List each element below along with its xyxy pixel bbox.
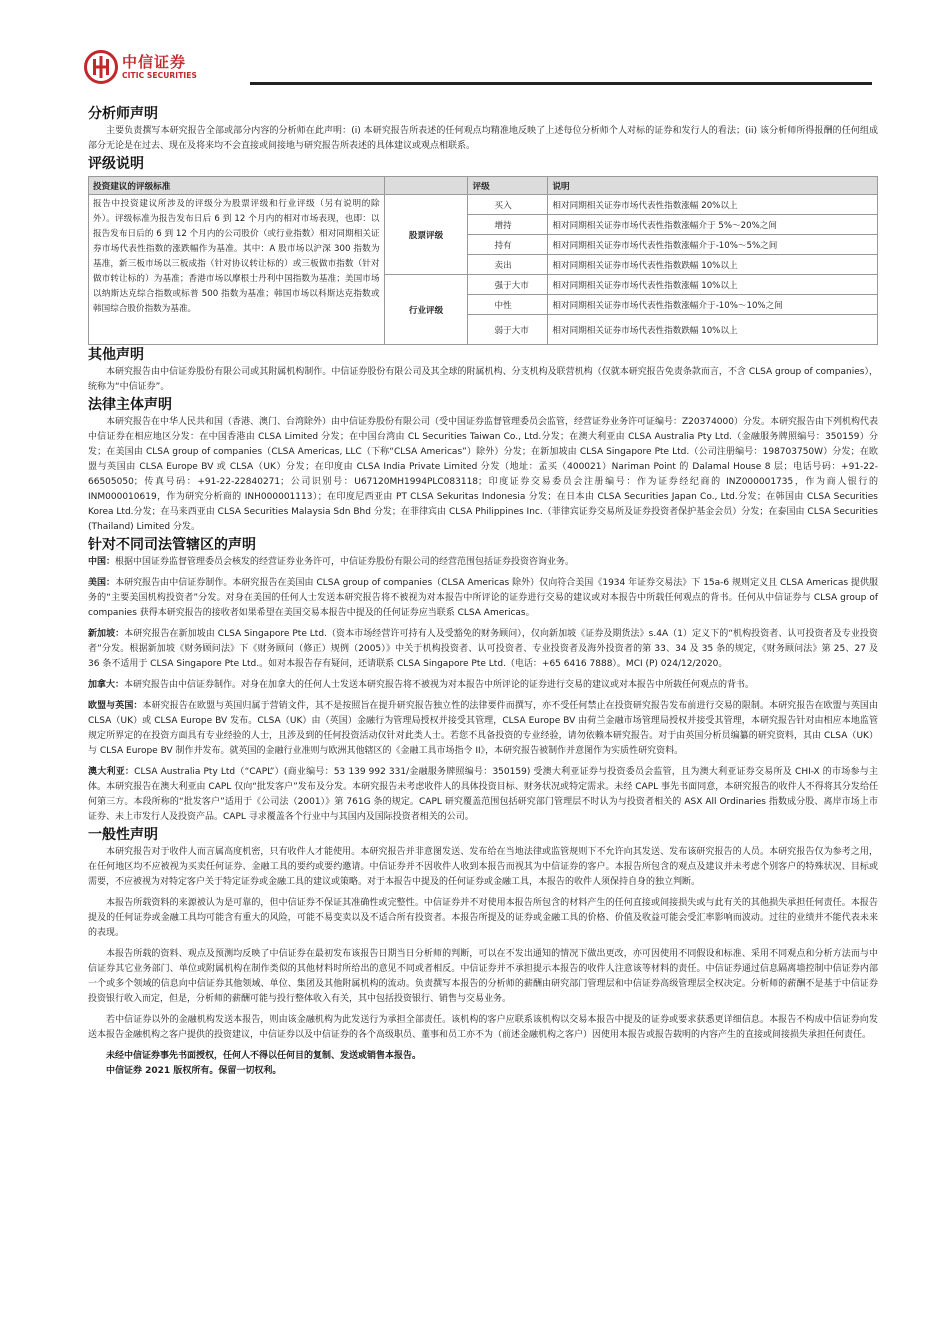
rating-desc: 相对同期相关证券市场代表性指数涨幅介于-10%～10%之间 xyxy=(548,295,878,315)
other-statement: 本研究报告由中信证券股份有限公司或其附属机构制作。中信证券股份有限公司及其全球的附属机构、分支机构及联营机构（仅就本研究报告免责条款而言，不含 CLSA group of companies），统称为“中信证券”。 xyxy=(88,367,878,392)
jurisdiction-us xyxy=(88,576,878,621)
legal-section-title: 法律主体声明 xyxy=(88,397,172,413)
rating-standard-text: 报告中投资建议所涉及的评级分为股票评级和行业评级（另有说明的除外）。评级标准为报告发布日后 6 到 12 个月内的相对市场表现，也即：以报告发布日后的 6 到 12 个月内的公司股价（或行业指数）相对同期相关证券市场代表性指数的涨跌幅作为基准。其中：A 股市场以沪深 300 指数为基准，新三板市场以三板成指（针对协议转让标的）或三板做市指数（针对做市转让标的）为基准；香港市场以摩根士丹利中国指数为基准；美国市场以纳斯达克综合指数或标普 500 指数为基准；韩国市场以科斯达克指数或韩国综合股价指数为基准。 xyxy=(89,195,385,345)
general-paragraph: 本研究报告对于收件人而言属高度机密，只有收件人才能使用。本研究报告并非意图发送、发布给在当地法律或监管规则下不允许向其发送、发布该研究报告的人员。本研究报告仅为参考之用，在任何地区均不应被视为买卖任何证券、金融工具的要约或要约邀请。中信证券并不因收件人收到本报告而视其为中信证券的客户。本报告所包含的观点及建议并未考虑个别客户的特殊状况、目标或需要，不应被视为对特定客户关于特定证券或金融工具的建议或策略。对于本报告中提及的任何证券或金融工具，本报告的收件人须保持自身的独立判断。 xyxy=(88,847,878,887)
industry-rating-label: 行业评级 xyxy=(384,275,468,345)
rating-desc: 相对同期相关证券市场代表性指数跌幅 10%以上 xyxy=(548,255,878,275)
rating-desc: 相对同期相关证券市场代表性指数涨幅 20%以上 xyxy=(548,195,878,215)
legal-statement: 本研究报告在中华人民共和国（香港、澳门、台湾除外）由中信证券股份有限公司（受中国证券监督管理委员会监管，经营证券业务许可证编号：Z20374000）分发。本研究报告由下列机构代表中信证券在相应地区分发：在中国香港由 CLSA Limited 分发；在中国台湾由 CL Securities Taiwan Co., Ltd.分发；在澳大利亚由 CLSA Australia Pty Ltd.（金融服务牌照编号：350159）分发；在美国由 CLSA group of companies（CLSA Americas, LLC（下称“CLSA Americas”）除外）分发；在新加坡由 CLSA Singapore Pte Ltd.（公司注册编号：198703750W）分发；在欧盟与英国由 CLSA Europe BV 或 CLSA（UK）分发；在印度由 CLSA India Private Limited 分发（地址：孟买（400021）Nariman Point 的 Dalamal House 8 层；电话号码：+91-22-66505050；传真号码：+91-22-22840271；公司识别号：U67120MH1994PLC083118；印度证券交易委员会注册编号：作为证券经纪商的 INZ000001735，作为商人银行的 INM000010619，作为研究分析商的 INH000001113）；在印度尼西亚由 PT CLSA Sekuritas Indonesia 分发；在日本由 CLSA Securities Japan Co., Ltd.分发；在韩国由 CLSA Securities Korea Ltd.分发；在马来西亚由 CLSA Securities Malaysia Sdn Bhd 分发；在菲律宾由 CLSA Philippines Inc.（菲律宾证券交易所及证券投资者保护基金会员）分发；在泰国由 CLSA Securities (Thailand) Limited 分发。 xyxy=(88,417,878,532)
jurisdiction-text: CLSA Australia Pty Ltd（“CAPL”）(商业编号：53 139 992 331/金融服务牌照编号：350159) 受澳大利亚证券与投资委员会监管，且为澳大利亚证券交易所及 CHI-X 的市场参与主体。本研究报告在澳大利亚由 CAPL 仅向“批发客户”发布及分发。本研究报告未考虑收件人的具体投资目标、财务状况或特定需求。未经 CAPL 事先书面同意，本研究报告的收件人不得将其分发给任何第三方。本段所称的“批发客户”适用于《公司法（2001）》第 761G 条的规定。CAPL 研究覆盖范围包括研究部门管理层不时认为与投资者相关的 ASX All Ordinaries 指数成分股、离岸市场上市证券、未上市发行人及投资产品。CAPL 寻求覆盖各个行业中与其国内及国际投资者相关的公司。 xyxy=(88,767,878,822)
other-section-title: 其他声明 xyxy=(88,347,144,363)
header-divider xyxy=(250,82,872,85)
jurisdiction-australia xyxy=(88,765,878,825)
copyright-notice xyxy=(88,1049,878,1064)
jurisdiction-text: 本研究报告在欧盟与英国归属于营销文件，其不是按照旨在提升研究报告独立性的法律要件而撰写，亦不受任何禁止在投资研究报告发布前进行交易的限制。本研究报告在欧盟与英国由 CLSA（UK）或 CLSA Europe BV 发布。CLSA（UK）由（英国）金融行为管理局授权并接受其管理，CLSA Europe BV 由荷兰金融市场管理局授权并接受其管理，本研究报告针对由相应本地监管规定所界定的在投资方面具有专业经验的人士，且涉及到的任何投资活动仅针对此类人士。若您不具备投资的专业经验，请勿依赖本研究报告。对于由英国分析员编纂的研究资料，其由 CLSA（UK）与 CLSA Europe BV 制作并发布。就英国的金融行业准则与欧洲其他辖区的《金融工具市场指令 II》，本研究报告被制作并意图作为实质性研究资料。 xyxy=(88,701,878,756)
general-paragraph: 若中信证券以外的金融机构发送本报告，则由该金融机构为此发送行为承担全部责任。该机构的客户应联系该机构以交易本报告中提及的证券或要求获悉更详细信息。本报告不构成中信证券向发送本报告金融机构之客户提供的投资建议，中信证券以及中信证券的各个高级职员、董事和员工亦不为（前述金融机构之客户）因使用本报告或报告载明的内容产生的直接或间接损失承担任何责任。 xyxy=(88,1015,878,1040)
rating-level: 买入 xyxy=(468,195,548,215)
jurisdiction-label: 美国： xyxy=(88,578,116,588)
company-logo xyxy=(84,50,197,84)
rating-level: 持有 xyxy=(468,235,548,255)
jurisdiction-text: 根据中国证券监督管理委员会核发的经营证券业务许可，中信证券股份有限公司的经营范围包括证券投资咨询业务。 xyxy=(115,557,575,567)
analyst-statement: 主要负责撰写本研究报告全部或部分内容的分析师在此声明：(i) 本研究报告所表述的任何观点均精准地反映了上述每位分析师个人对标的证券和发行人的看法；(ii) 该分析师所得报酬的任何组成部分无论是在过去、现在及将来均不会直接或间接地与研究报告所表述的具体建议或观点相联系。 xyxy=(88,126,878,151)
rating-level: 卖出 xyxy=(468,255,548,275)
jurisdiction-canada xyxy=(88,678,878,693)
jurisdiction-label: 澳大利亚： xyxy=(88,767,135,777)
rating-desc: 相对同期相关证券市场代表性指数跌幅 10%以上 xyxy=(548,315,878,345)
table-row xyxy=(89,195,878,215)
logo-cn-text: 中信证券 xyxy=(122,52,187,71)
col-empty xyxy=(384,177,468,195)
jurisdiction-label: 新加坡： xyxy=(88,629,125,639)
rating-desc: 相对同期相关证券市场代表性指数涨幅介于-10%～5%之间 xyxy=(548,235,878,255)
jurisdiction-text: 本研究报告由中信证券制作。对身在加拿大的任何人士发送本研究报告将不被视为对本报告中所评论的证券进行交易的建议或对本报告中所载任何观点的背书。 xyxy=(124,680,755,690)
jurisdiction-label: 加拿大： xyxy=(88,680,125,690)
jurisdiction-china xyxy=(88,555,878,570)
rating-level: 增持 xyxy=(468,215,548,235)
general-section-title: 一般性声明 xyxy=(88,827,158,843)
col-rating-level: 评级 xyxy=(468,177,548,195)
stock-rating-label: 股票评级 xyxy=(384,195,468,275)
jurisdiction-text: 本研究报告由中信证券制作。本研究报告在美国由 CLSA group of companies（CLSA Americas 除外）仅向符合美国《1934 年证券交易法》下 15a-6 规则定义且 CLSA Americas 提供服务的“主要美国机构投资者”分发。对身在美国的任何人士发送本研究报告将不被视为对本报告中所评论的证券进行交易的建议或对本报告中所载任何观点的背书。任何从中信证券与 CLSA group of companies 获得本研究报告的接收者如果希望在美国交易本报告中提及的任何证券应当联系 CLSA Americas。 xyxy=(88,578,878,618)
col-rating-standard: 投资建议的评级标准 xyxy=(89,177,385,195)
copyright-text: 中信证券 2021 版权所有。保留一切权利。 xyxy=(106,1066,282,1076)
rating-desc: 相对同期相关证券市场代表性指数涨幅 10%以上 xyxy=(548,275,878,295)
no-reproduction-notice: 未经中信证券事先书面授权，任何人不得以任何目的复制、发送或销售本报告。 xyxy=(106,1051,422,1061)
disclaimer-content xyxy=(88,104,878,1079)
general-paragraph: 本报告所载的资料、观点及预测均反映了中信证券在最初发布该报告日期当日分析师的判断，可以在不发出通知的情况下做出更改，亦可因使用不同假设和标准、采用不同观点和分析方法而与中信证券其它业务部门、单位或附属机构在制作类似的其他材料时所给出的意见不同或者相反。中信证券并不承担提示本报告的收件人注意该等材料的责任。中信证券通过信息隔离墙控制中信证券内部一个或多个领域的信息向中信证券其他领域、单位、集团及其他附属机构的流动。负责撰写本报告的分析师的薪酬由研究部门管理层和中信证券高级管理层全权决定。分析师的薪酬不是基于中信证券投资银行收入而定，但是，分析师的薪酬可能与投行整体收入有关，其中包括投资银行、销售与交易业务。 xyxy=(88,949,878,1004)
jurisdiction-eu-uk xyxy=(88,699,878,759)
rating-level: 弱于大市 xyxy=(468,315,548,345)
general-paragraph: 本报告所载资料的来源被认为是可靠的，但中信证券不保证其准确性或完整性。中信证券并不对使用本报告所包含的材料产生的任何直接或间接损失或与此有关的其他损失承担任何责任。本报告提及的任何证券或金融工具均可能含有重大的风险，可能不易变卖以及不适合所有投资者。本报告所提及的证券或金融工具的价格、价值及收益可能会受汇率影响而波动。过往的业绩并不能代表未来的表现。 xyxy=(88,898,878,938)
analyst-section-title: 分析师声明 xyxy=(88,106,158,122)
rating-table-header xyxy=(89,177,878,195)
citic-logo-icon xyxy=(84,50,118,84)
col-rating-desc: 说明 xyxy=(548,177,878,195)
logo-en-text: CITIC SECURITIES xyxy=(122,70,198,80)
rating-desc: 相对同期相关证券市场代表性指数涨幅介于 5%～20%之间 xyxy=(548,215,878,235)
jurisdiction-label: 欧盟与英国： xyxy=(88,701,143,711)
rating-section-title: 评级说明 xyxy=(88,156,144,172)
rating-level: 强于大市 xyxy=(468,275,548,295)
rating-table xyxy=(88,176,878,345)
jurisdiction-label: 中国： xyxy=(88,557,116,567)
copyright-line xyxy=(88,1064,878,1079)
jurisdiction-singapore xyxy=(88,627,878,672)
jurisdiction-text: 本研究报告在新加坡由 CLSA Singapore Pte Ltd.（资本市场经营许可持有人及受豁免的财务顾问），仅向新加坡《证券及期货法》s.4A（1）定义下的“机构投资者、认可投资者及专业投资者”分发。根据新加坡《财务顾问法》下《财务顾问（修正）规例（2005）》中关于机构投资者、认可投资者、专业投资者及海外投资者的第 33、34 及 35 条的规定，《财务顾问法》第 25、27 及 36 条不适用于 CLSA Singapore Pte Ltd.。如对本报告存有疑问，还请联系 CLSA Singapore Pte Ltd.（电话：+65 6416 7888）。MCI (P) 024/12/2020。 xyxy=(88,629,878,669)
jurisdiction-section-title: 针对不同司法管辖区的声明 xyxy=(88,537,256,553)
rating-level: 中性 xyxy=(468,295,548,315)
